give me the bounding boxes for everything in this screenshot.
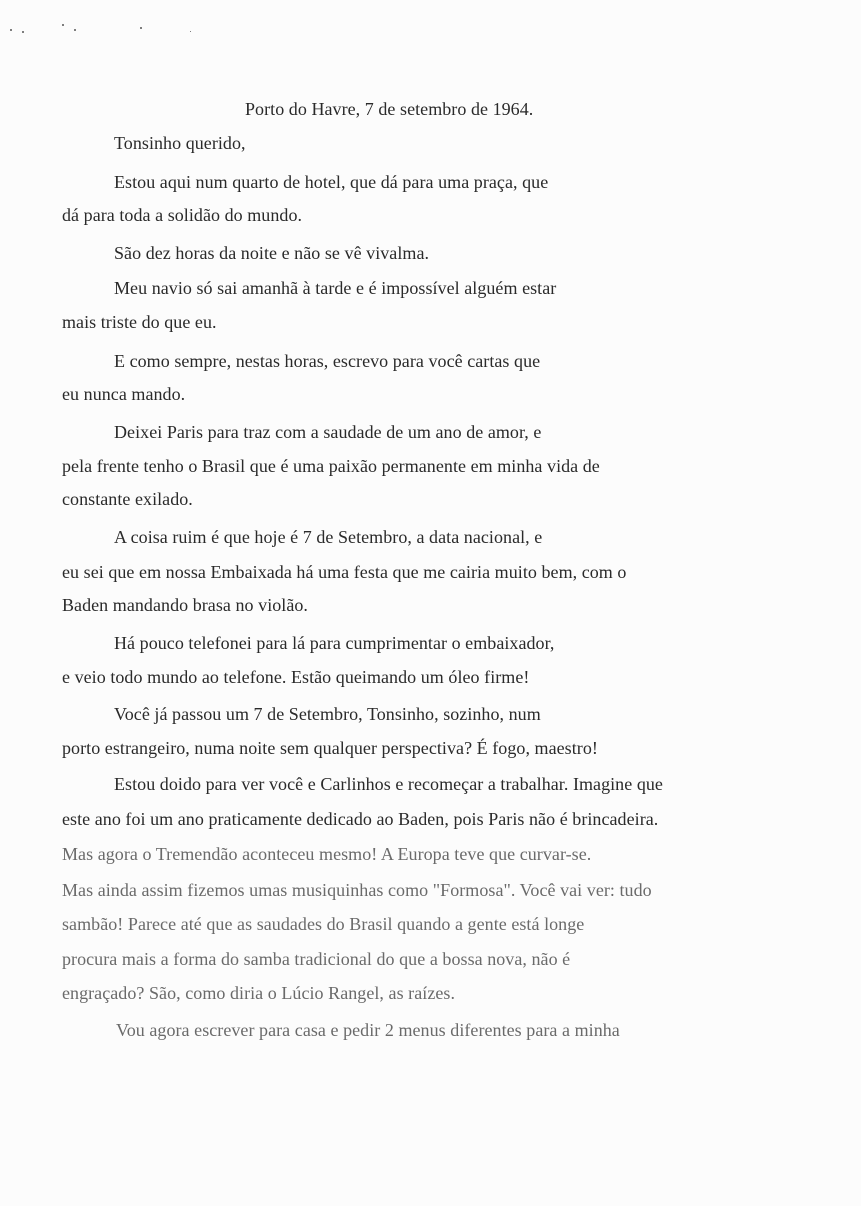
letter-line: sambão! Parece até que as saudades do Brasil quando a gente está longe: [62, 914, 585, 934]
scan-speck: [62, 24, 64, 26]
letter-line: constante exilado.: [62, 489, 193, 509]
letter-line: porto estrangeiro, numa noite sem qualquer perspectiva? É fogo, maestro!: [62, 738, 598, 758]
letter-line: Estou doido para ver você e Carlinhos e recomeçar a trabalhar. Imagine que: [114, 774, 663, 794]
scan-speck: [22, 31, 24, 33]
letter-line: engraçado? São, como diria o Lúcio Rangel, as raízes.: [62, 983, 455, 1003]
letter-line: São dez horas da noite e não se vê vivalma.: [114, 243, 430, 263]
letter-line: A coisa ruim é que hoje é 7 de Setembro, a data nacional, e: [114, 527, 543, 547]
letter-line: Vou agora escrever para casa e pedir 2 menus diferentes para a minha: [116, 1020, 620, 1040]
letter-line: mais triste do que eu.: [62, 312, 217, 332]
letter-line: Mas ainda assim fizemos umas musiquinhas como "Formosa". Você vai ver: tudo: [62, 880, 652, 900]
letter-line: Há pouco telefonei para lá para cumprimentar o embaixador,: [114, 633, 555, 653]
letter-line: procura mais a forma do samba tradicional do que a bossa nova, não é: [62, 949, 571, 969]
letter-line: Baden mandando brasa no violão.: [62, 595, 308, 615]
letter-line: E como sempre, nestas horas, escrevo para você cartas que: [114, 351, 541, 371]
letter-line: eu sei que em nossa Embaixada há uma festa que me cairia muito bem, com o: [62, 562, 627, 582]
scan-speck: [140, 27, 142, 29]
letter-line: e veio todo mundo ao telefone. Estão queimando um óleo firme!: [62, 667, 530, 687]
letter-line: pela frente tenho o Brasil que é uma paixão permanente em minha vida de: [62, 456, 600, 476]
scan-speck: [74, 29, 76, 31]
letter-line: Estou aqui num quarto de hotel, que dá para uma praça, que: [114, 172, 549, 192]
letter-line: Mas agora o Tremendão aconteceu mesmo! A Europa teve que curvar-se.: [62, 844, 592, 864]
scan-speck: [10, 29, 12, 31]
letter-line: Você já passou um 7 de Setembro, Tonsinho, sozinho, num: [114, 704, 541, 724]
salutation: Tonsinho querido,: [114, 133, 246, 153]
letter-line: este ano foi um ano praticamente dedicado ao Baden, pois Paris não é brincadeira.: [62, 809, 659, 829]
dateline: Porto do Havre, 7 de setembro de 1964.: [245, 99, 534, 119]
letter-line: dá para toda a solidão do mundo.: [62, 205, 303, 225]
letter-line: Deixei Paris para traz com a saudade de um ano de amor, e: [114, 422, 542, 442]
scan-speck: [190, 31, 191, 32]
letter-line: eu nunca mando.: [62, 384, 186, 404]
letter-line: Meu navio só sai amanhã à tarde e é impossível alguém estar: [114, 278, 557, 298]
